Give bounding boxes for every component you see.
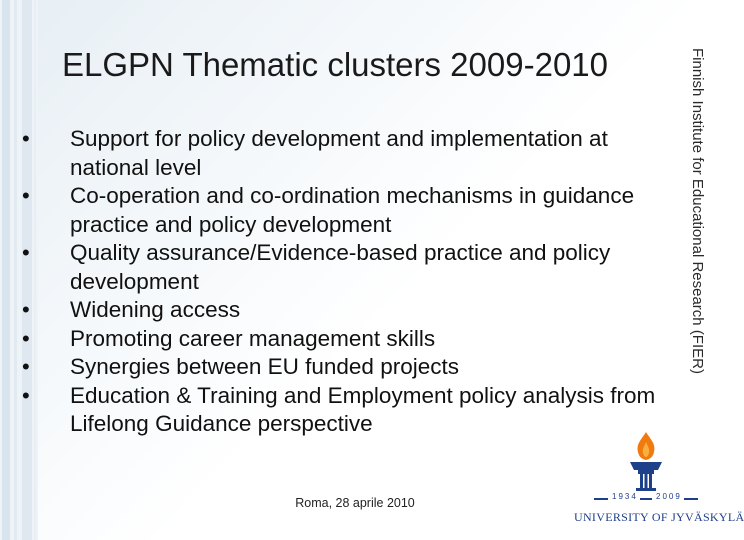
logo-years [594,492,698,506]
bullet-item [22,182,672,239]
bullet-marker: • [22,183,30,208]
bullet-text: Promoting career management skills [70,325,436,351]
bullet-item [22,296,672,325]
bullet-text: Widening access [70,297,241,322]
bullet-text: Quality assurance/Evidence-based practice and policy development [70,240,611,294]
university-logo [572,430,744,540]
bullet-list [22,125,672,439]
bullet-item [22,125,672,182]
logo-year-start: 1934 [612,492,638,501]
bullet-marker: • [22,382,30,408]
bullet-marker: • [22,325,30,351]
logo-university-name: UNIVERSITY OF JYVÄSKYLÄ [574,510,744,524]
bullet-text: Education & Training and Employment policy analysis from Lifelong Guidance perspective [70,382,656,436]
bullet-text: Synergies between EU funded projects [70,354,459,379]
side-institute-label: Finnish Institute for Educational Research (FIER) [689,48,706,374]
logo-rule [640,498,652,500]
bullet-text: Support for policy development and implementation at national level [70,126,608,180]
bullet-marker: • [22,240,30,265]
torch-flame-icon [620,430,672,494]
bullet-marker: • [22,354,30,379]
bullet-text: Co-operation and co-ordination mechanisms in guidance practice and policy development [70,183,635,237]
logo-rule [594,498,608,500]
slide-title: ELGPN Thematic clusters 2009-2010 [62,46,608,83]
bullet-item [22,353,672,382]
bullet-item [22,239,672,296]
logo-year-end: 2009 [656,492,682,501]
bullet-item [22,325,672,354]
footer-date-place: Roma, 28 aprile 2010 [295,496,415,510]
bullet-marker: • [22,126,30,151]
logo-rule [684,498,698,500]
bullet-marker: • [22,297,30,322]
